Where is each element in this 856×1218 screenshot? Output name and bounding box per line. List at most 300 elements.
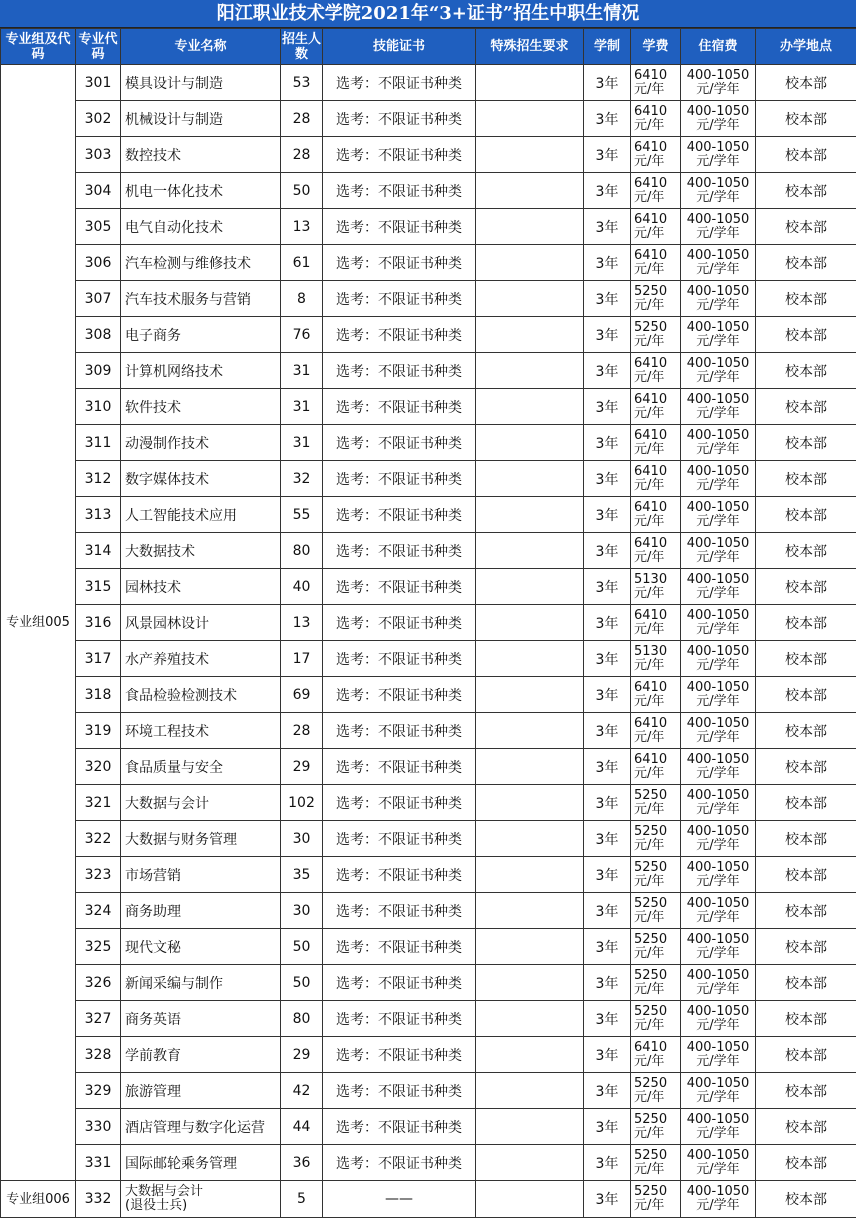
- years-cell: 3年: [584, 821, 631, 857]
- campus-cell: 校本部: [756, 209, 856, 245]
- name-cell: 数控技术: [121, 137, 281, 173]
- special-cell: [476, 1037, 584, 1073]
- campus-cell: 校本部: [756, 1109, 856, 1145]
- special-cell: [476, 533, 584, 569]
- tuition-amount: 6410: [634, 429, 680, 443]
- cert-cell: 选考：不限证书种类: [323, 173, 476, 209]
- quota-cell: 50: [281, 965, 323, 1001]
- tuition-cell: [631, 65, 681, 101]
- tuition-amount: 6410: [634, 393, 680, 407]
- dorm-amount: 400-1050: [681, 321, 755, 335]
- special-cell: [476, 65, 584, 101]
- dorm-cell: [681, 821, 756, 857]
- quota-cell: 8: [281, 281, 323, 317]
- dorm-amount: 400-1050: [681, 1077, 755, 1091]
- table-row: [1, 821, 856, 857]
- name-cell: 学前教育: [121, 1037, 281, 1073]
- dorm-unit: 元/学年: [681, 1163, 755, 1177]
- name-cell: 汽车技术服务与营销: [121, 281, 281, 317]
- campus-cell: 校本部: [756, 605, 856, 641]
- tuition-cell: [631, 1109, 681, 1145]
- special-cell: [476, 281, 584, 317]
- tuition-unit: 元/年: [634, 119, 680, 133]
- table-row: [1, 209, 856, 245]
- name-cell: 机械设计与制造: [121, 101, 281, 137]
- dorm-unit: 元/学年: [681, 227, 755, 241]
- tuition-amount: 5250: [634, 861, 680, 875]
- cert-cell: ——: [323, 1181, 476, 1218]
- dorm-amount: 400-1050: [681, 357, 755, 371]
- tuition-amount: 6410: [634, 105, 680, 119]
- special-cell: [476, 1181, 584, 1218]
- dorm-amount: 400-1050: [681, 285, 755, 299]
- tuition-unit: 元/年: [634, 407, 680, 421]
- campus-cell: 校本部: [756, 785, 856, 821]
- dorm-unit: 元/学年: [681, 623, 755, 637]
- tuition-unit: 元/年: [634, 1019, 680, 1033]
- special-cell: [476, 389, 584, 425]
- dorm-cell: [681, 1001, 756, 1037]
- dorm-amount: 400-1050: [681, 1041, 755, 1055]
- table-row: [1, 713, 856, 749]
- dorm-amount: 400-1050: [681, 897, 755, 911]
- tuition-unit: 元/年: [634, 227, 680, 241]
- special-cell: [476, 173, 584, 209]
- tuition-amount: 5250: [634, 1005, 680, 1019]
- tuition-amount: 6410: [634, 681, 680, 695]
- header-cert: 技能证书: [323, 29, 476, 65]
- tuition-amount: 5250: [634, 789, 680, 803]
- years-cell: 3年: [584, 749, 631, 785]
- cert-cell: 选考：不限证书种类: [323, 1109, 476, 1145]
- special-cell: [476, 677, 584, 713]
- special-cell: [476, 749, 584, 785]
- years-cell: 3年: [584, 893, 631, 929]
- tuition-amount: 5130: [634, 645, 680, 659]
- cert-cell: 选考：不限证书种类: [323, 1037, 476, 1073]
- table-row: [1, 929, 856, 965]
- code-cell: 313: [76, 497, 121, 533]
- dorm-cell: [681, 101, 756, 137]
- years-cell: 3年: [584, 605, 631, 641]
- name-cell: 环境工程技术: [121, 713, 281, 749]
- code-cell: 330: [76, 1109, 121, 1145]
- dorm-cell: [681, 65, 756, 101]
- tuition-cell: [631, 497, 681, 533]
- dorm-unit: 元/学年: [681, 767, 755, 781]
- dorm-unit: 元/学年: [681, 443, 755, 457]
- dorm-amount: 400-1050: [681, 177, 755, 191]
- name-cell: 电气自动化技术: [121, 209, 281, 245]
- campus-cell: 校本部: [756, 1037, 856, 1073]
- code-cell: 331: [76, 1145, 121, 1181]
- dorm-unit: 元/学年: [681, 551, 755, 565]
- header-name: 专业名称: [121, 29, 281, 65]
- special-cell: [476, 1001, 584, 1037]
- dorm-amount: 400-1050: [681, 1185, 755, 1199]
- tuition-unit: 元/年: [634, 695, 680, 709]
- tuition-unit: 元/年: [634, 299, 680, 313]
- header-campus: 办学地点: [756, 29, 856, 65]
- dorm-amount: 400-1050: [681, 213, 755, 227]
- code-cell: 301: [76, 65, 121, 101]
- special-cell: [476, 209, 584, 245]
- tuition-unit: 元/年: [634, 1199, 680, 1213]
- tuition-unit: 元/年: [634, 767, 680, 781]
- dorm-cell: [681, 785, 756, 821]
- tuition-cell: [631, 389, 681, 425]
- special-cell: [476, 569, 584, 605]
- tuition-cell: [631, 785, 681, 821]
- years-cell: 3年: [584, 1001, 631, 1037]
- tuition-cell: [631, 1181, 681, 1218]
- quota-cell: 29: [281, 749, 323, 785]
- tuition-cell: [631, 965, 681, 1001]
- years-cell: 3年: [584, 497, 631, 533]
- dorm-unit: 元/学年: [681, 1091, 755, 1105]
- table-row: [1, 1073, 856, 1109]
- tuition-amount: 6410: [634, 141, 680, 155]
- dorm-unit: 元/学年: [681, 947, 755, 961]
- campus-cell: 校本部: [756, 137, 856, 173]
- tuition-amount: 6410: [634, 717, 680, 731]
- campus-cell: 校本部: [756, 497, 856, 533]
- header-quota: 招生人数: [281, 29, 323, 65]
- dorm-amount: 400-1050: [681, 645, 755, 659]
- special-cell: [476, 929, 584, 965]
- dorm-cell: [681, 749, 756, 785]
- code-cell: 320: [76, 749, 121, 785]
- dorm-unit: 元/学年: [681, 299, 755, 313]
- page-title: 阳江职业技术学院2021年“3+证书”招生中职生情况: [0, 0, 856, 28]
- name-cell: 汽车检测与维修技术: [121, 245, 281, 281]
- dorm-amount: 400-1050: [681, 861, 755, 875]
- cert-cell: 选考：不限证书种类: [323, 785, 476, 821]
- dorm-unit: 元/学年: [681, 659, 755, 673]
- tuition-cell: [631, 281, 681, 317]
- campus-cell: 校本部: [756, 425, 856, 461]
- table-row: [1, 533, 856, 569]
- cert-cell: 选考：不限证书种类: [323, 245, 476, 281]
- campus-cell: 校本部: [756, 965, 856, 1001]
- tuition-unit: 元/年: [634, 479, 680, 493]
- group-cell: 专业组006: [1, 1181, 76, 1218]
- dorm-amount: 400-1050: [681, 825, 755, 839]
- cert-cell: 选考：不限证书种类: [323, 569, 476, 605]
- dorm-unit: 元/学年: [681, 1055, 755, 1069]
- code-cell: 319: [76, 713, 121, 749]
- dorm-amount: 400-1050: [681, 69, 755, 83]
- cert-cell: 选考：不限证书种类: [323, 893, 476, 929]
- tuition-amount: 6410: [634, 357, 680, 371]
- table-row: [1, 101, 856, 137]
- cert-cell: 选考：不限证书种类: [323, 65, 476, 101]
- table-row: [1, 677, 856, 713]
- campus-cell: 校本部: [756, 893, 856, 929]
- quota-cell: 31: [281, 353, 323, 389]
- name-cell: 软件技术: [121, 389, 281, 425]
- cert-cell: 选考：不限证书种类: [323, 461, 476, 497]
- tuition-cell: [631, 641, 681, 677]
- tuition-cell: [631, 1073, 681, 1109]
- tuition-unit: 元/年: [634, 1091, 680, 1105]
- special-cell: [476, 101, 584, 137]
- dorm-unit: 元/学年: [681, 371, 755, 385]
- dorm-unit: 元/学年: [681, 263, 755, 277]
- quota-cell: 5: [281, 1181, 323, 1218]
- cert-cell: 选考：不限证书种类: [323, 1073, 476, 1109]
- cert-cell: 选考：不限证书种类: [323, 1001, 476, 1037]
- campus-cell: 校本部: [756, 641, 856, 677]
- tuition-amount: 5250: [634, 285, 680, 299]
- name-cell: 园林技术: [121, 569, 281, 605]
- table-row: [1, 1001, 856, 1037]
- table-row: [1, 461, 856, 497]
- header-tuition: 学费: [631, 29, 681, 65]
- campus-cell: 校本部: [756, 281, 856, 317]
- dorm-unit: 元/学年: [681, 839, 755, 853]
- dorm-unit: 元/学年: [681, 875, 755, 889]
- dorm-unit: 元/学年: [681, 119, 755, 133]
- name-cell: 机电一体化技术: [121, 173, 281, 209]
- campus-cell: 校本部: [756, 353, 856, 389]
- tuition-unit: 元/年: [634, 335, 680, 349]
- special-cell: [476, 893, 584, 929]
- dorm-cell: [681, 353, 756, 389]
- name-cell: 模具设计与制造: [121, 65, 281, 101]
- name-cell: 大数据与财务管理: [121, 821, 281, 857]
- dorm-amount: 400-1050: [681, 969, 755, 983]
- tuition-cell: [631, 353, 681, 389]
- table-row: [1, 173, 856, 209]
- cert-cell: 选考：不限证书种类: [323, 821, 476, 857]
- dorm-unit: 元/学年: [681, 335, 755, 349]
- campus-cell: 校本部: [756, 101, 856, 137]
- tuition-amount: 6410: [634, 609, 680, 623]
- tuition-cell: [631, 713, 681, 749]
- code-cell: 309: [76, 353, 121, 389]
- campus-cell: 校本部: [756, 173, 856, 209]
- dorm-amount: 400-1050: [681, 681, 755, 695]
- cert-cell: 选考：不限证书种类: [323, 749, 476, 785]
- dorm-amount: 400-1050: [681, 501, 755, 515]
- code-cell: 307: [76, 281, 121, 317]
- tuition-unit: 元/年: [634, 659, 680, 673]
- tuition-cell: [631, 1037, 681, 1073]
- quota-cell: 30: [281, 893, 323, 929]
- tuition-cell: [631, 209, 681, 245]
- dorm-unit: 元/学年: [681, 515, 755, 529]
- cert-cell: 选考：不限证书种类: [323, 533, 476, 569]
- years-cell: 3年: [584, 353, 631, 389]
- name-cell: 新闻采编与制作: [121, 965, 281, 1001]
- campus-cell: 校本部: [756, 929, 856, 965]
- name-cell: 电子商务: [121, 317, 281, 353]
- dorm-cell: [681, 965, 756, 1001]
- cert-cell: 选考：不限证书种类: [323, 101, 476, 137]
- years-cell: 3年: [584, 173, 631, 209]
- special-cell: [476, 821, 584, 857]
- years-cell: 3年: [584, 1109, 631, 1145]
- dorm-unit: 元/学年: [681, 407, 755, 421]
- dorm-cell: [681, 713, 756, 749]
- name-cell: 商务助理: [121, 893, 281, 929]
- dorm-amount: 400-1050: [681, 249, 755, 263]
- special-cell: [476, 317, 584, 353]
- tuition-unit: 元/年: [634, 839, 680, 853]
- tuition-unit: 元/年: [634, 551, 680, 565]
- dorm-amount: 400-1050: [681, 717, 755, 731]
- table-row: [1, 389, 856, 425]
- quota-cell: 36: [281, 1145, 323, 1181]
- tuition-cell: [631, 893, 681, 929]
- table-row: [1, 785, 856, 821]
- tuition-amount: 5250: [634, 1185, 680, 1199]
- years-cell: 3年: [584, 713, 631, 749]
- tuition-unit: 元/年: [634, 1163, 680, 1177]
- code-cell: 306: [76, 245, 121, 281]
- cert-cell: 选考：不限证书种类: [323, 677, 476, 713]
- code-cell: 310: [76, 389, 121, 425]
- code-cell: 322: [76, 821, 121, 857]
- cert-cell: 选考：不限证书种类: [323, 497, 476, 533]
- dorm-amount: 400-1050: [681, 1113, 755, 1127]
- special-cell: [476, 425, 584, 461]
- code-cell: 311: [76, 425, 121, 461]
- dorm-unit: 元/学年: [681, 983, 755, 997]
- dorm-cell: [681, 641, 756, 677]
- code-cell: 328: [76, 1037, 121, 1073]
- tuition-amount: 5250: [634, 1113, 680, 1127]
- table-row: [1, 497, 856, 533]
- tuition-unit: 元/年: [634, 947, 680, 961]
- dorm-unit: 元/学年: [681, 83, 755, 97]
- table-row: [1, 1145, 856, 1181]
- tuition-amount: 6410: [634, 501, 680, 515]
- tuition-unit: 元/年: [634, 623, 680, 637]
- years-cell: 3年: [584, 317, 631, 353]
- dorm-cell: [681, 533, 756, 569]
- code-cell: 323: [76, 857, 121, 893]
- quota-cell: 102: [281, 785, 323, 821]
- quota-cell: 80: [281, 533, 323, 569]
- cert-cell: 选考：不限证书种类: [323, 425, 476, 461]
- code-cell: 314: [76, 533, 121, 569]
- tuition-cell: [631, 245, 681, 281]
- dorm-cell: [681, 461, 756, 497]
- special-cell: [476, 461, 584, 497]
- code-cell: 324: [76, 893, 121, 929]
- header-special: 特殊招生要求: [476, 29, 584, 65]
- campus-cell: 校本部: [756, 65, 856, 101]
- years-cell: 3年: [584, 1073, 631, 1109]
- tuition-cell: [631, 929, 681, 965]
- quota-cell: 69: [281, 677, 323, 713]
- tuition-cell: [631, 857, 681, 893]
- cert-cell: 选考：不限证书种类: [323, 605, 476, 641]
- code-cell: 304: [76, 173, 121, 209]
- name-main: 大数据与会计: [125, 1185, 280, 1199]
- code-cell: 329: [76, 1073, 121, 1109]
- dorm-amount: 400-1050: [681, 1149, 755, 1163]
- tuition-cell: [631, 461, 681, 497]
- quota-cell: 28: [281, 137, 323, 173]
- years-cell: 3年: [584, 461, 631, 497]
- quota-cell: 35: [281, 857, 323, 893]
- years-cell: 3年: [584, 785, 631, 821]
- dorm-amount: 400-1050: [681, 933, 755, 947]
- table-row: [1, 857, 856, 893]
- cert-cell: 选考：不限证书种类: [323, 713, 476, 749]
- tuition-unit: 元/年: [634, 983, 680, 997]
- tuition-cell: [631, 137, 681, 173]
- dorm-cell: [681, 1145, 756, 1181]
- campus-cell: 校本部: [756, 1181, 856, 1218]
- years-cell: 3年: [584, 1181, 631, 1218]
- name-cell: 计算机网络技术: [121, 353, 281, 389]
- quota-cell: 32: [281, 461, 323, 497]
- dorm-cell: [681, 173, 756, 209]
- special-cell: [476, 1073, 584, 1109]
- dorm-amount: 400-1050: [681, 141, 755, 155]
- tuition-unit: 元/年: [634, 731, 680, 745]
- table-row: [1, 281, 856, 317]
- campus-cell: 校本部: [756, 245, 856, 281]
- years-cell: 3年: [584, 641, 631, 677]
- dorm-cell: [681, 929, 756, 965]
- name-note: (退役士兵): [125, 1199, 280, 1213]
- quota-cell: 50: [281, 929, 323, 965]
- tuition-amount: 6410: [634, 249, 680, 263]
- tuition-amount: 6410: [634, 1041, 680, 1055]
- table-row: [1, 569, 856, 605]
- quota-cell: 80: [281, 1001, 323, 1037]
- years-cell: 3年: [584, 1037, 631, 1073]
- name-cell: 数字媒体技术: [121, 461, 281, 497]
- dorm-unit: 元/学年: [681, 1127, 755, 1141]
- dorm-unit: 元/学年: [681, 731, 755, 745]
- table-row: [1, 245, 856, 281]
- years-cell: 3年: [584, 101, 631, 137]
- table-row: [1, 425, 856, 461]
- name-cell: 市场营销: [121, 857, 281, 893]
- tuition-cell: [631, 1145, 681, 1181]
- table-row: [1, 965, 856, 1001]
- campus-cell: 校本部: [756, 857, 856, 893]
- quota-cell: 31: [281, 425, 323, 461]
- quota-cell: 29: [281, 1037, 323, 1073]
- dorm-cell: [681, 1109, 756, 1145]
- dorm-unit: 元/学年: [681, 155, 755, 169]
- campus-cell: 校本部: [756, 389, 856, 425]
- tuition-amount: 6410: [634, 465, 680, 479]
- tuition-unit: 元/年: [634, 155, 680, 169]
- years-cell: 3年: [584, 1145, 631, 1181]
- tuition-unit: 元/年: [634, 875, 680, 889]
- special-cell: [476, 353, 584, 389]
- quota-cell: 40: [281, 569, 323, 605]
- quota-cell: 44: [281, 1109, 323, 1145]
- quota-cell: 31: [281, 389, 323, 425]
- dorm-unit: 元/学年: [681, 803, 755, 817]
- dorm-cell: [681, 425, 756, 461]
- code-cell: 315: [76, 569, 121, 605]
- years-cell: 3年: [584, 677, 631, 713]
- years-cell: 3年: [584, 137, 631, 173]
- code-cell: 318: [76, 677, 121, 713]
- years-cell: 3年: [584, 209, 631, 245]
- quota-cell: 13: [281, 209, 323, 245]
